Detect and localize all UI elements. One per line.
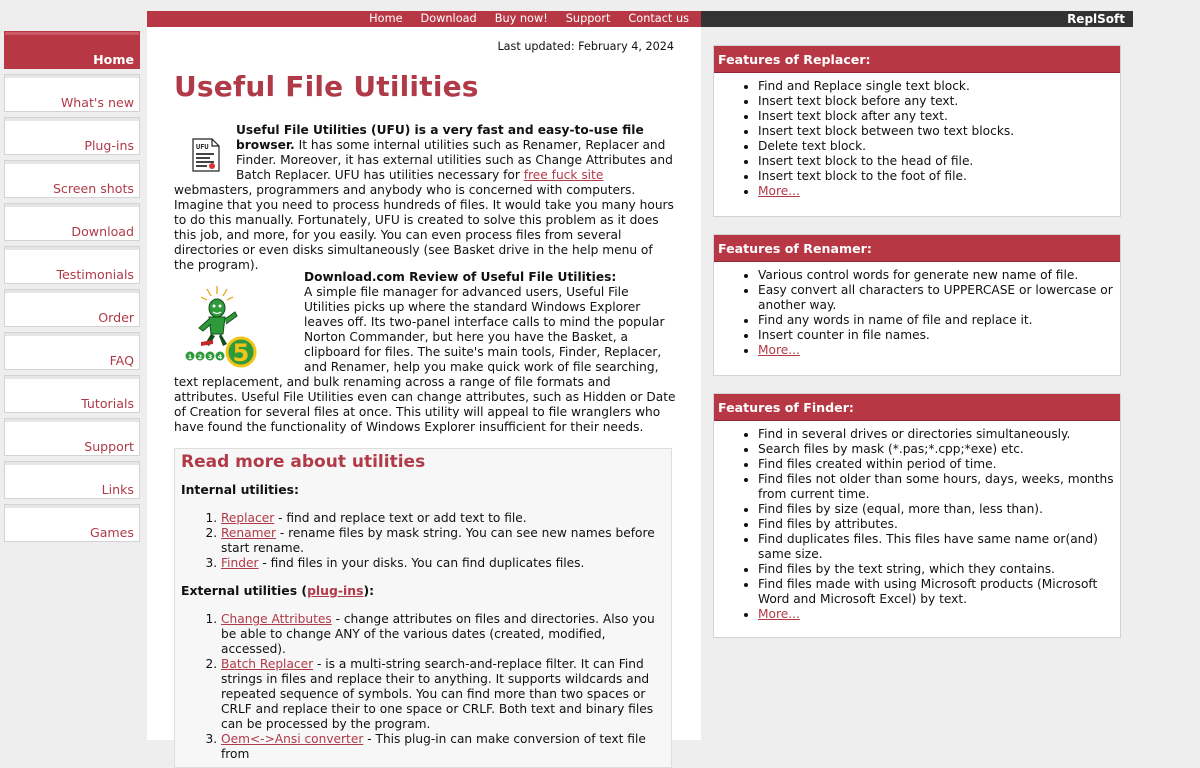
list-item xyxy=(221,526,665,556)
top-nav-home[interactable]: Home xyxy=(369,12,403,25)
main-content xyxy=(147,27,701,761)
top-nav xyxy=(351,11,689,27)
external-heading-pre: External utilities ( xyxy=(181,583,308,598)
intro-link[interactable]: free fuck site xyxy=(523,168,604,182)
sidebar-item-home[interactable]: Home xyxy=(4,31,140,69)
list-item: • Search files by mask (*.pas;*.cpp;*exe) etc. xyxy=(758,442,1114,457)
badge-digit-4: 4 xyxy=(217,353,223,361)
replacer-desc: - find and replace text or add text to file. xyxy=(274,511,527,525)
list-item: • Find files created within period of time. xyxy=(758,457,1114,472)
top-nav-support[interactable]: Support xyxy=(565,12,611,25)
change-attributes-desc: - change attributes on files and directories. Also you be able to change ANY of the various dates (created, modified, accessed). xyxy=(221,612,655,656)
features-replacer-title: Features of Replacer: xyxy=(714,46,1120,73)
sidebar-item-plug-ins[interactable]: Plug-ins xyxy=(4,117,140,155)
external-utilities-list xyxy=(181,612,665,762)
change-attributes-link[interactable]: Change Attributes xyxy=(221,612,332,626)
list-item: • Easy convert all characters to UPPERCASE or lowercase or another way. xyxy=(758,283,1114,313)
sidebar-item-faq[interactable]: FAQ xyxy=(4,332,140,370)
external-utilities-heading xyxy=(181,583,665,598)
features-finder-list xyxy=(714,421,1120,633)
features-finder-title: Features of Finder: xyxy=(714,394,1120,421)
intro-bold: Useful File Utilities (UFU) is a very fast and easy-to-use file browser. xyxy=(236,123,644,152)
oem-ansi-converter-desc: - This plug-in can make conversion of text file from xyxy=(221,732,646,761)
list-item: • Find files not older than some hours, days, weeks, months from current time. xyxy=(758,472,1114,502)
sidebar xyxy=(4,31,140,547)
features-finder-box xyxy=(713,393,1121,638)
list-item xyxy=(758,184,1114,199)
list-item: • Find files by attributes. xyxy=(758,517,1114,532)
badge-digit-2: 2 xyxy=(197,353,203,361)
list-item xyxy=(758,343,1114,358)
badge-digit-3: 3 xyxy=(207,353,213,361)
sidebar-item-download[interactable]: Download xyxy=(4,203,140,241)
list-item: • Insert counter in file names. xyxy=(758,328,1114,343)
sidebar-item-support[interactable]: Support xyxy=(4,418,140,456)
list-item: • Find and Replace single text block. xyxy=(758,79,1114,94)
review-text: A simple file manager for advanced users, Useful File Utilities picks up where the standard Windows Explorer leaves off. Its two-panel interface calls to mind the popular Norton Commander, but here you have the Basket, a clipboard for files. The suite's main tools, Finder, Replacer, and Renamer, help you make quick work of file searching, text replacement, and bulk renaming across a range of file formats and attributes. Useful File Utilities even can change attributes, such as Hidden or Date of Creation for several files at once. This utility will appeal to file wranglers who have found the functionality of Windows Explorer insufficient for their needs. xyxy=(174,285,676,434)
oem-ansi-converter-link[interactable]: Oem<->Ansi converter xyxy=(221,732,364,746)
review-heading: Download.com Review of Useful File Utilities: xyxy=(304,270,617,284)
intro-text-1: It has some internal utilities such as Renamer, Replacer and Finder. Moreover, it has external utilities such as Change Attributes and Batch Replacer. UFU has utilities necessary for xyxy=(236,138,673,182)
sidebar-item-whats-new[interactable]: What's new xyxy=(4,74,140,112)
list-item xyxy=(221,556,665,571)
intro-text-2: webmasters, programmers and anybody who is concerned with computers. Imagine that you need to process hundreds of files. It would take you many hours to do this manually. Fortunately, UFU is created to solve this problem as it does this job, and more, for you easily. You can even process files from several directories or even disks simultaneously (see Basket drive in the help menu of the program). xyxy=(174,183,674,272)
list-item: • Find files by the text string, which they contains. xyxy=(758,562,1114,577)
batch-replacer-desc: - is a multi-string search-and-replace filter. It can Find strings in files and replace their to anything. It supports wildcards and repeated sequence of symbols. You can find more than two spaces or CRLF and replace their to one space or CRLF. Both text and binary files can be processed by the program. xyxy=(221,657,654,731)
top-nav-contact-us[interactable]: Contact us xyxy=(628,12,689,25)
list-item xyxy=(221,612,665,657)
renamer-desc: - rename files by mask string. You can see new names before start rename. xyxy=(221,526,655,555)
list-item xyxy=(221,732,665,762)
renamer-more-link[interactable]: More... xyxy=(758,343,800,357)
five-star-award-mascot-icon xyxy=(179,284,279,368)
finder-more-link[interactable]: More... xyxy=(758,607,800,621)
list-item: • Various control words for generate new name of file. xyxy=(758,268,1114,283)
ufu-document-icon xyxy=(192,138,220,172)
list-item xyxy=(221,511,665,526)
list-item xyxy=(758,607,1114,622)
list-item xyxy=(221,657,665,732)
list-item: • Find any words in name of file and replace it. xyxy=(758,313,1114,328)
external-heading-post: ): xyxy=(363,583,375,598)
review-section xyxy=(174,270,676,435)
brand-bar xyxy=(701,11,1133,27)
top-nav-download[interactable]: Download xyxy=(420,12,477,25)
sidebar-item-games[interactable]: Games xyxy=(4,504,140,542)
plug-ins-link[interactable]: plug-ins xyxy=(307,583,364,598)
badge-digit-1: 1 xyxy=(187,353,193,361)
brand-name: ReplSoft xyxy=(1067,12,1125,26)
features-renamer-list xyxy=(714,262,1120,369)
ufu-icon-text: UFU xyxy=(196,143,209,151)
internal-utilities-list xyxy=(181,511,665,571)
replacer-more-link[interactable]: More... xyxy=(758,184,800,198)
list-item: • Insert text block after any text. xyxy=(758,109,1114,124)
features-replacer-box xyxy=(713,45,1121,217)
badge-digit-5: 5 xyxy=(232,339,250,367)
finder-desc: - find files in your disks. You can find duplicates files. xyxy=(258,556,585,570)
replacer-link[interactable]: Replacer xyxy=(221,511,275,525)
features-replacer-list xyxy=(714,73,1120,210)
finder-link[interactable]: Finder xyxy=(221,556,259,570)
list-item: • Find files made with using Microsoft products (Microsoft Word and Microsoft Excel) by text. xyxy=(758,577,1114,607)
top-nav-buy-now[interactable]: Buy now! xyxy=(494,12,548,25)
list-item: • Find in several drives or directories simultaneously. xyxy=(758,427,1114,442)
list-item: • Insert text block to the foot of file. xyxy=(758,169,1114,184)
renamer-link[interactable]: Renamer xyxy=(221,526,276,540)
last-updated: Last updated: February 4, 2024 xyxy=(497,40,674,53)
sidebar-item-testimonials[interactable]: Testimonials xyxy=(4,246,140,284)
intro-paragraph xyxy=(174,123,676,273)
sidebar-item-order[interactable]: Order xyxy=(4,289,140,327)
sidebar-item-screen-shots[interactable]: Screen shots xyxy=(4,160,140,198)
internal-utilities-heading: Internal utilities: xyxy=(181,482,300,497)
page-title: Useful File Utilities xyxy=(174,70,479,103)
list-item: • Find duplicates files. This files have same name or(and) same size. xyxy=(758,532,1114,562)
intro-section xyxy=(174,123,676,273)
list-item: • Insert text block to the head of file. xyxy=(758,154,1114,169)
sidebar-item-links[interactable]: Links xyxy=(4,461,140,499)
list-item: • Insert text block between two text blocks. xyxy=(758,124,1114,139)
features-renamer-box xyxy=(713,234,1121,376)
sidebar-item-tutorials[interactable]: Tutorials xyxy=(4,375,140,413)
list-item: • Delete text block. xyxy=(758,139,1114,154)
list-item: • Find files by size (equal, more than, less than). xyxy=(758,502,1114,517)
top-nav-bar xyxy=(147,11,701,27)
read-more-title: Read more about utilities xyxy=(181,452,426,472)
read-more-box xyxy=(174,448,672,768)
batch-replacer-link[interactable]: Batch Replacer xyxy=(221,657,314,671)
features-renamer-title: Features of Renamer: xyxy=(714,235,1120,262)
list-item: • Insert text block before any text. xyxy=(758,94,1114,109)
